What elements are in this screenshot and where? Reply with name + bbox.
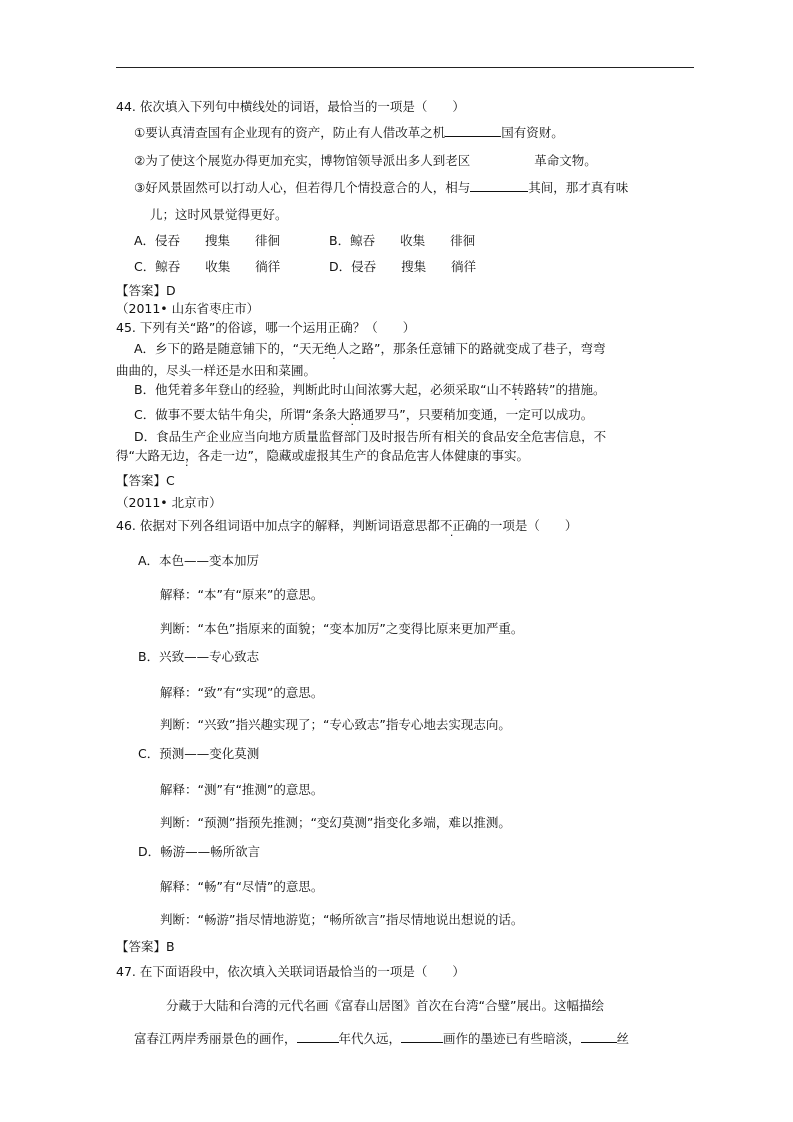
q47-blank-2[interactable] <box>401 1030 443 1043</box>
q44-sentence-2: ②为了使这个展览办得更加充实，博物馆领导派出多人到老区 革命文物。 <box>134 153 597 168</box>
q44-answer: 【答案】D <box>116 283 176 298</box>
q45-option-b[interactable]: B．他凭着多年登山的经验，判断此时山间浓雾大起，必须采取“山不转路转” .的措施。 <box>134 381 606 399</box>
q44-option-d[interactable]: D．侵吞 搜集 徜徉 <box>329 259 477 274</box>
q44-option-c[interactable]: C．鲸吞 收集 徜徉 <box>134 259 281 274</box>
q46-stem: 46. 依据对下列各组词语中加点字的解释，判断词语意思都不正确的一项是（ ） <box>116 518 578 533</box>
q46-source: （2011• 北京市） <box>116 495 222 510</box>
q44-sentence-3: ③好风景固然可以打动人心，但若得几个情投意合的人，相与 其间，那才真有味 <box>134 180 629 195</box>
q47-stem: 47. 在下面语段中，依次填入关联词语最恰当的一项是（ ） <box>116 964 465 979</box>
q46-option-b[interactable]: B．兴致——专心致志 <box>138 649 260 664</box>
q44-blank-1[interactable] <box>445 124 501 137</box>
q45-option-d-cont: 得“大路无边，各走一边” .，隐藏或虚报其生产的食品危害人体健康的事实。 <box>116 447 529 465</box>
q44-sentence-1: ①要认真清查国有企业现有的资产，防止有人借改革之机 国有资财。 <box>134 125 564 140</box>
q46-option-c[interactable]: C．预测——变化莫测 <box>138 746 260 761</box>
q45-source: （2011• 山东省枣庄市） <box>116 301 260 316</box>
q45-option-a[interactable]: A．乡下的路是随意铺下的，“天无绝人之路” .，那条任意铺下的路就变成了巷子，弯弯 <box>134 340 606 358</box>
q46-option-d-judgment: 判断：“畅游”指尽情地游览；“畅所欲言”指尽情地说出想说的话。 <box>160 912 524 927</box>
q46-option-b-judgment: 判断：“兴致”指兴趣实现了；“专心致志”指专心地去实现志向。 <box>160 717 511 732</box>
q44-blank-3[interactable] <box>470 179 528 192</box>
q46-answer: 【答案】B <box>116 939 175 954</box>
q47-passage-line-2: 富春江两岸秀丽景色的画作， 年代久远， 画作的墨迹已有些暗淡， 丝 <box>134 1031 630 1046</box>
q46-option-a-explanation: 解释：“本”有“原来”的意思。 <box>160 587 324 602</box>
q45-answer: 【答案】C <box>116 473 175 488</box>
header-rule <box>116 67 694 68</box>
q46-option-a[interactable]: A．本色——变本加厉 <box>138 553 260 568</box>
q45-option-a-cont: 曲曲的，尽头一样还是水田和菜圃。 <box>116 363 317 378</box>
q46-option-c-judgment: 判断：“预测”指预先推测；“变幻莫测”指变化多端，难以推测。 <box>160 815 511 830</box>
q44-stem: 44. 依次填入下列句中横线处的词语，最恰当的一项是（ ） <box>116 99 465 114</box>
q45-option-c[interactable]: C．做事不要太钻牛角尖，所谓“条条大路通罗马” .，只要稍加变通，一定可以成功。 <box>134 406 593 424</box>
q46-option-d-explanation: 解释：“畅”有“尽情”的意思。 <box>160 879 324 894</box>
q45-stem: 45. 下列有关“路”的俗谚，哪一个运用正确？（ ） <box>116 320 416 335</box>
q44-sentence-3-cont: 儿；这时风景觉得更好。 <box>150 207 288 222</box>
q44-option-b[interactable]: B．鲸吞 收集 徘徊 <box>329 233 476 248</box>
q47-blank-1[interactable] <box>297 1030 339 1043</box>
q46-option-d[interactable]: D．畅游——畅所欲言 <box>138 844 261 859</box>
q46-option-c-explanation: 解释：“测”有“推测”的意思。 <box>160 782 324 797</box>
q46-option-a-judgment: 判断：“本色”指原来的面貌；“变本加厉”之变得比原来更加严重。 <box>160 621 524 636</box>
q47-passage-line-1: 分藏于大陆和台湾的元代名画《富春山居图》首次在台湾“合璧”展出。这幅描绘 <box>166 998 604 1013</box>
q44-option-a[interactable]: A．侵吞 搜集 徘徊 <box>134 233 281 248</box>
q45-option-d[interactable]: D．食品生产企业应当向地方质量监督部门及时报告所有相关的食品安全危害信息，不 <box>134 429 607 444</box>
q47-blank-3[interactable] <box>581 1030 617 1043</box>
q46-option-b-explanation: 解释：“致”有“实现”的意思。 <box>160 685 324 700</box>
